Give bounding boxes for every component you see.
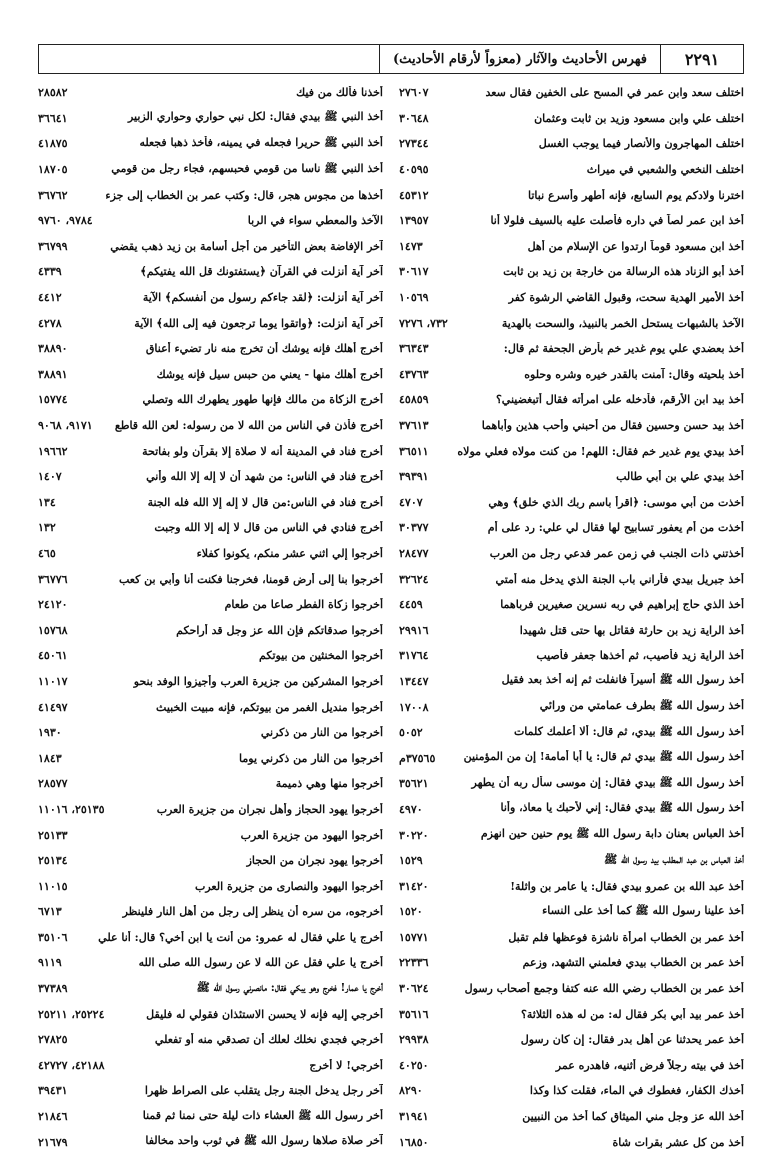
index-entry [38,106,383,132]
entry-number: ٢١٦٧٩ [38,1135,68,1149]
entry-text: أخرجي! لا أخرج [309,1058,383,1072]
entry-number: ٤٣٧٦٣ [399,367,429,381]
entry-text: أخذ عمر بن الخطاب بيدي فعلمني التشهد، وزعم [522,956,744,970]
entry-text: اختلف سعد وابن عمر في المسح على الخفين فقال سعد [485,86,744,100]
entry-number: ٤٤١٢ [38,291,62,305]
index-entry [399,771,744,797]
entry-number: ٣٦٥١١ [399,444,429,458]
entry-text: أخذ جبريل بيدي فأراني باب الجنة الذي يدخل منه أمتي [495,572,744,586]
index-entry [38,1129,383,1155]
entry-number: ٣٧٥٦٥م [399,751,436,765]
index-entry [399,208,744,234]
entry-number: ٣٧٣٨٩ [38,982,68,996]
left-column [38,80,391,1155]
index-entry [399,1053,744,1079]
entry-number: ١٥٧٦٨ [38,623,68,637]
entry-number: ١٧٠٠٨ [399,700,429,714]
entry-number: ٢٤١٢٠ [38,598,68,612]
entry-text: أخذ العباس بن عبد المطلب بيد رسول الله ﷺ [603,852,744,866]
index-entry [399,310,744,336]
entry-text: أخرج فنادي في الناس من قال لا إله إلا الله وجبت [154,521,383,535]
index-entry [399,1078,744,1104]
entry-text: أخذ بيدي علي بن أبي طالب [616,470,744,484]
entry-text: أخذ بيدي يوم غدير خم فقال: اللهم! من كنت مولاه فعلي مولاه [457,444,744,458]
index-entry [38,387,383,413]
entry-number: ٣١٩٤١ [399,1110,429,1124]
entry-number: ١٥٧٧٤ [38,393,68,407]
entry-number: ٤٥٣١٢ [399,188,429,202]
entry-number: ٤٥٨٥٩ [399,393,429,407]
entry-text: اختلف النخعي والشعبي في ميراث [586,163,744,177]
entry-number: ٤٤٥٩ [399,598,423,612]
entry-text: أخرجي إليه فإنه لا يحسن الاستئذان فقولي له فليقل [146,1007,383,1021]
entry-number: ٤٩٧٠ [399,802,423,816]
index-entry [399,515,744,541]
entry-number: ٢٥١٣٥، ١١٠١٦ [38,802,105,816]
entry-text: أخرجوا منها وهي ذميمة [275,777,383,791]
index-entry [38,285,383,311]
entry-number: ٢٧٨٢٥ [38,1033,68,1047]
index-entry [38,950,383,976]
entry-number: ١٣٩٥٧ [399,214,429,228]
entry-number: ٣٩٤٣١ [38,1084,68,1098]
entry-text: أخرجوا المخنثين من بيوتكم [259,649,383,663]
index-entry [399,669,744,695]
index-entry [38,336,383,362]
entry-text: الآخذ والمعطي سواء في الربا [247,214,383,228]
entry-number: ٣٠٢٢٠ [399,828,429,842]
index-entry [38,413,383,439]
entry-text: أخذ الراية زيد بن حارثة فقاتل بها حتى قتل شهيدا [519,623,744,637]
entry-number: ١٤٠٧ [38,470,62,484]
index-entry [399,541,744,567]
index-entry [38,438,383,464]
entry-number: ٤٢٧٨ [38,316,62,330]
entry-text: آخر صلاة صلاها رسول الله ﷺ في ثوب واحد مخالفا [145,1134,383,1148]
entry-text: أخذ ابن عمر لصاً في داره فأصلت عليه بالسيف فلولا أنا [490,214,744,228]
entry-text: أخذنا فألك من فيك [296,86,383,100]
index-entry [399,157,744,183]
entry-text: أخذ النبي ﷺ ناسا من قومي فحبسهم، فجاء رجل من قومي [111,161,383,175]
entry-text: آخر آية أنزلت في القرآن ﴿يستفتونك قل الله يفتيكم﴾ [140,265,383,279]
entry-number: ١٣٢ [38,521,56,535]
entry-text: أخذ العباس بعنان دابة رسول الله ﷺ يوم حنين حين انهزم [480,827,744,841]
entry-number: ٥٠٥٢ [399,726,423,740]
entry-text: اخترنا ولادكم يوم السابع، فإنه أطهر وأسرع نباتا [528,188,744,202]
entry-text: أخذ النبي ﷺ حريرا فجعله في يمينه، فأخذ ذهبا فجعله [139,135,383,149]
entry-text: أخرجوا يهود نجران من الحجاز [246,854,383,868]
index-entry [399,80,744,106]
entry-text: أخرج فأذن في الناس من الله لا من رسوله: لعن الله قاطع [114,419,383,433]
entry-number: ١٥٢٩ [399,854,423,868]
entry-text: أخذ بيد حسن وحسين فقال من أحبني وأحب هذين وأباهما [481,419,744,433]
entry-number: ١٣٤ [38,495,56,509]
index-entry [38,873,383,899]
entry-number: ١٩٦٦٢ [38,444,68,458]
page-header [38,44,744,74]
index-entry [38,234,383,260]
entry-number: ١٠٥٦٩ [399,291,429,305]
entry-text: أخذ الأمير الهدية سحت، وقبول القاضي الرشوة كفر [508,291,744,305]
index-entry [38,566,383,592]
entry-text: أخذ الذي حاج إبراهيم في ربه نسرين صغيرين فرباهما [500,598,744,612]
entry-number: ٣٦٧٧٦ [38,572,68,586]
entry-number: ٤٢١٨٨، ٤٢٧٢٧ [38,1058,105,1072]
index-entry [38,720,383,746]
index-entry [399,182,744,208]
entry-text: أخرجوا من النار من ذكرني [260,726,383,740]
index-entry [38,490,383,516]
index-entry [38,541,383,567]
entry-number: ٣٩٣٩١ [399,470,429,484]
entry-text: اختلف المهاجرون والأنصار فيما يوجب الغسل [538,137,744,151]
entry-text: أخذ النبي ﷺ بيدي فقال: لكل نبي حواري وحواري الزبير [127,110,383,124]
entry-text: أخرجوا زكاة الفطر صاعا من طعام [224,598,383,612]
entry-number: ٣٥٦٢١ [399,777,429,791]
entry-text: أخرجوا يهود الحجاز وأهل نجران من جزيرة العرب [156,802,383,816]
index-entry [399,1027,744,1053]
entry-number: ٢٧٦٠٧ [399,86,429,100]
page-number: ٢٢٩١ [660,45,743,73]
index-entry [38,1053,383,1079]
entry-number: ٩١٧١، ٩٠٦٨ [38,419,93,433]
index-entry [399,976,744,1002]
index-entry [38,694,383,720]
entry-number: ١١٠١٧ [38,674,68,688]
entry-text: أخرجوا بنا إلى أرض قومنا، فخرجنا فكنت أنا وأبي بن كعب [119,572,383,586]
entry-text: أخرج يا علي فقال له عمرو: من أنت يا ابن أخي؟ قال: أنا علي [98,930,383,944]
entry-text: آخر رجل يدخل الجنة رجل يتقلب على الصراط ظهرا [144,1084,383,1098]
entry-text: أخرج يا علي فقل عن الله لا عن رسول الله صلى الله [138,956,383,970]
index-entry [399,438,744,464]
index-entry [38,848,383,874]
index-entry [38,80,383,106]
entry-text: أخرجوا اليهود والنصارى من جزيرة العرب [194,879,383,893]
index-entry [38,310,383,336]
entry-number: ٣٨٨٩١ [38,367,68,381]
index-entry [399,362,744,388]
entry-number: ٢٨٥٧٧ [38,777,68,791]
index-entry [399,131,744,157]
entry-number: ٣٦٣٤٣ [399,342,429,356]
entry-text: أخذت من أبي موسى: ﴿اقرأ باسم ربك الذي خلق﴾ وهي [488,495,744,509]
index-entry [38,1027,383,1053]
index-entry [38,771,383,797]
entry-text: أخرجوا صدقاتكم فإن الله عز وجل قد أراحكم [176,623,383,637]
index-entry [38,1001,383,1027]
entry-text: أخذ بعضدي علي يوم غدير خم بأرض الجحفة ثم قال: [503,342,744,356]
entry-number: ٣٦٦٤١ [38,111,68,125]
entry-text: أخذ الراية زيد فأصيب، ثم أخذها جعفر فأصيب [536,649,744,663]
entry-number: ٢٨٥٨٢ [38,86,68,100]
entry-number: ١٥٢٠ [399,905,423,919]
entry-number: ٢١٨٤٦ [38,1110,68,1124]
entry-number: ٨٢٩٠ [399,1084,423,1098]
right-column [391,80,744,1155]
entry-number: ١٥٧٧١ [399,930,429,944]
index-entry [38,822,383,848]
entry-number: ٤١٨٧٥ [38,137,68,151]
entry-text: أخرج أهلك فإنه يوشك أن تخرج منه نار تضيء أعناق [145,342,383,356]
entry-text: آخر آية أنزلت: ﴿واتقوا يوما ترجعون فيه إلى الله﴾ الآية [134,316,383,330]
entry-number: ٢٥١٣٣ [38,828,68,842]
entry-number: ١٨٤٣ [38,751,62,765]
entry-number: ١٨٧٠٥ [38,163,68,177]
entry-number: ٧٣٢، ٧٢٧٦ [399,316,448,330]
index-entry [399,643,744,669]
index-entry [38,976,383,1002]
entry-text: أخذ في بيته رجلاً فرض أثنيه، فاهدره عمر [555,1058,744,1072]
entry-number: ٣٦٧٩٩ [38,239,68,253]
entry-text: أخذك الكفار، فغطوك في الماء، فقلت كذا وكذا [529,1084,744,1098]
index-entry [399,617,744,643]
index-entry [399,413,744,439]
entry-text: آخر الإفاضة بعض التأخير من أجل أسامة بن زيد ذهب يقضي [110,239,383,253]
index-entry [38,182,383,208]
index-entry [399,592,744,618]
index-entry [399,387,744,413]
index-entry [399,925,744,951]
entry-number: ٤١٤٩٧ [38,700,68,714]
index-entry [38,362,383,388]
entry-number: ٦٧١٣ [38,905,62,919]
entry-number: ٢٩٩٣٨ [399,1033,429,1047]
index-entry [38,592,383,618]
entry-number: ٩١١٩ [38,956,62,970]
index-entry [399,285,744,311]
page-title: فهرس الأحاديث والآثار (معزواً لأرقام الأحاديث) [379,45,660,73]
entry-number: ١٦٨٥٠ [399,1135,429,1149]
entry-text: أخذ رسول الله ﷺ بيدي ثم قال: يا أبا أمامة! إن من المؤمنين [463,750,744,764]
index-entry [38,1078,383,1104]
index-entry [399,1001,744,1027]
entry-number: ٢٥١٣٤ [38,854,68,868]
index-entry [38,464,383,490]
entry-number: ٢٨٤٧٧ [399,546,429,560]
entry-number: ٤٣٣٩ [38,265,62,279]
entry-text: أخذ رسول الله ﷺ بيدي فقال: إني لأحبك يا معاذ، وأنا [500,801,744,815]
entry-number: ٣٥١٠٦ [38,930,68,944]
index-entry [399,259,744,285]
index-entry [399,797,744,823]
entry-text: أخذ علينا رسول الله ﷺ كما أخذ على النساء [542,903,744,917]
entry-text: أخذها من مجوس هجر، قال: وكتب عمر بن الخطاب إلى جزء [105,188,383,202]
index-entry [399,1129,744,1155]
entry-text: أخذ عمر بن الخطاب رضي الله عنه كتفا وجمع أصحاب رسول [464,982,744,996]
index-columns [38,80,744,1155]
index-entry [399,234,744,260]
entry-text: أخرجوا إلي اثني عشر منكم، يكونوا كفلاء [196,546,383,560]
index-entry [399,490,744,516]
index-entry [38,259,383,285]
entry-number: ٣٠٦٤٨ [399,111,429,125]
entry-text: أخرجوا المشركين من جزيرة العرب وأجيزوا الوفد بنحو [133,674,383,688]
entry-text: أخذ عمر بيد أبي بكر فقال له: من له هذه الثلاثة؟ [521,1007,744,1021]
entry-text: أخذ رسول الله ﷺ أسيراً فانفلت ثم إنه أخذ بعد فقيل [501,673,744,687]
entry-text: أخر رسول الله ﷺ العشاء ذات ليلة حتى نمنا ثم قمنا [142,1108,383,1122]
entry-text: أخرج فناد في الناس: من شهد أن لا إله إلا الله وأني [146,470,383,484]
header-empty-cell [39,45,379,73]
entry-text: أخذتني ذات الجنب في زمن عمر فدعي رجل من العرب [489,546,744,560]
entry-number: ٤٥٠٦١ [38,649,68,663]
entry-text: أخذ أبو الزناد هذه الرسالة من خارجة بن زيد بن ثابت [503,265,744,279]
entry-number: ٣٨٨٩٠ [38,342,68,356]
index-entry [38,157,383,183]
entry-text: أخذ من كل عشر بقرات شاة [612,1135,744,1149]
entry-number: ١١٠١٥ [38,879,68,893]
index-entry [399,822,744,848]
entry-number: ٢٩٩١٦ [399,623,429,637]
index-entry [38,515,383,541]
entry-number: ١٤٧٣ [399,239,423,253]
entry-number: ٤٠٢٥٠ [399,1058,429,1072]
entry-number: ١٩٣٠ [38,726,62,740]
entry-text: أخذ رسول الله ﷺ بيدي فقال: إن موسى سأل ربه أن يطهر [471,775,744,789]
index-entry [38,899,383,925]
index-entry [399,694,744,720]
entry-text: أخرج يا عمار! فخرج وهو يبكي فقال: مانصرني رسول الله ﷺ [196,980,383,994]
index-entry [38,617,383,643]
entry-text: أخرجوه، من سره أن ينظر إلى رجل من أهل النار فلينظر [122,905,383,919]
index-entry [399,848,744,874]
entry-number: ٣٠٦١٧ [399,265,429,279]
entry-number: ٤٠٥٩٥ [399,163,429,177]
index-entry [399,336,744,362]
index-entry [399,106,744,132]
entry-text: أخذ الله عز وجل مني الميثاق كما أخذ من النبيين [522,1110,744,1124]
entry-text: آخر آية أنزلت: ﴿لقد جاءكم رسول من أنفسكم﴾ الآية [142,291,383,305]
entry-number: ٤٧٠٧ [399,495,423,509]
entry-number: ٣٢٦٢٤ [399,572,429,586]
entry-text: أخرجي فجدي نخلك لعلك أن تصدقي منه أو تفعلي [154,1033,383,1047]
entry-text: الآخذ بالشبهات يستحل الخمر بالنبيذ، والسحت بالهدية [501,316,744,330]
entry-text: أخذ عمر بن الخطاب امرأة ناشزة فوعظها فلم تقبل [508,930,744,944]
entry-number: ٣١٤٢٠ [399,879,429,893]
entry-text: أخذ عبد الله بن عمرو بيدي فقال: يا عامر بن واثلة! [510,879,744,893]
entry-number: ٣١٧٦٤ [399,649,429,663]
entry-text: أخرج فناد في الناس:من قال لا إله إلا الله فله الجنة [147,495,383,509]
entry-text: أخذ عمر يحدثنا عن أهل بدر فقال: إن كان رسول [520,1033,744,1047]
entry-number: ٣٠٦٢٤ [399,982,429,996]
index-entry [399,464,744,490]
entry-text: أخذت من أم يعفور تسابيح لها فقال لي علي: رد على أم [487,521,744,535]
index-entry [399,899,744,925]
entry-number: ٣٠٣٧٧ [399,521,429,535]
index-entry [399,873,744,899]
entry-text: أخرجوا من النار من ذكرني يوما [239,751,383,765]
entry-number: ٢٧٣٤٤ [399,137,429,151]
entry-number: ٣٥٦١٦ [399,1007,429,1021]
entry-number: ٢٢٣٣٦ [399,956,429,970]
index-entry [399,950,744,976]
entry-text: أخذ ابن مسعود قوماً ارتدوا عن الإسلام من أهل [527,239,744,253]
entry-number: ٣٧٦١٣ [399,419,429,433]
entry-text: اختلف علي وابن مسعود وزيد بن ثابت وعثمان [534,111,744,125]
entry-text: أخرجوا منديل الغمر من بيوتكم، فإنه مبيت الخبيث [156,700,383,714]
entry-text: أخذ رسول الله ﷺ بطرف عمامتي من ورائي [539,699,744,713]
entry-number: ١٣٤٤٧ [399,674,429,688]
index-entry [38,131,383,157]
entry-text: أخذ بلحيته وقال: آمنت بالقدر خيره وشره وحلوه [524,367,744,381]
entry-number: ٩٧٨٤، ٩٧٦٠ [38,214,93,228]
index-entry [38,669,383,695]
entry-text: أخرج الزكاة من مالك فإنها طهور يطهرك الله وتصلي [142,393,383,407]
entry-text: أخرج أهلك منها - يعني من حبس سيل فإنه يوشك [156,367,383,381]
index-entry [38,797,383,823]
index-entry [399,566,744,592]
index-entry [399,720,744,746]
index-entry [399,745,744,771]
entry-text: أخرج فناد في المدينة أنه لا صلاة إلا بقرآن ولو بفاتحة [142,444,383,458]
entry-text: أخرجوا اليهود من جزيرة العرب [240,828,383,842]
index-entry [38,925,383,951]
index-entry [38,643,383,669]
index-entry [38,208,383,234]
entry-number: ٢٥٢٢٤، ٢٥٢١١ [38,1007,105,1021]
index-entry [38,745,383,771]
entry-number: ٣٦٧٦٢ [38,188,68,202]
entry-number: ٤٦٥ [38,546,56,560]
entry-text: أخذ رسول الله ﷺ بيدي، ثم قال: ألا أعلمك كلمات [513,724,744,738]
entry-text: أخذ بيد ابن الأرقم، فأدخله على امرأته فقال أتبغضيني؟ [495,393,744,407]
